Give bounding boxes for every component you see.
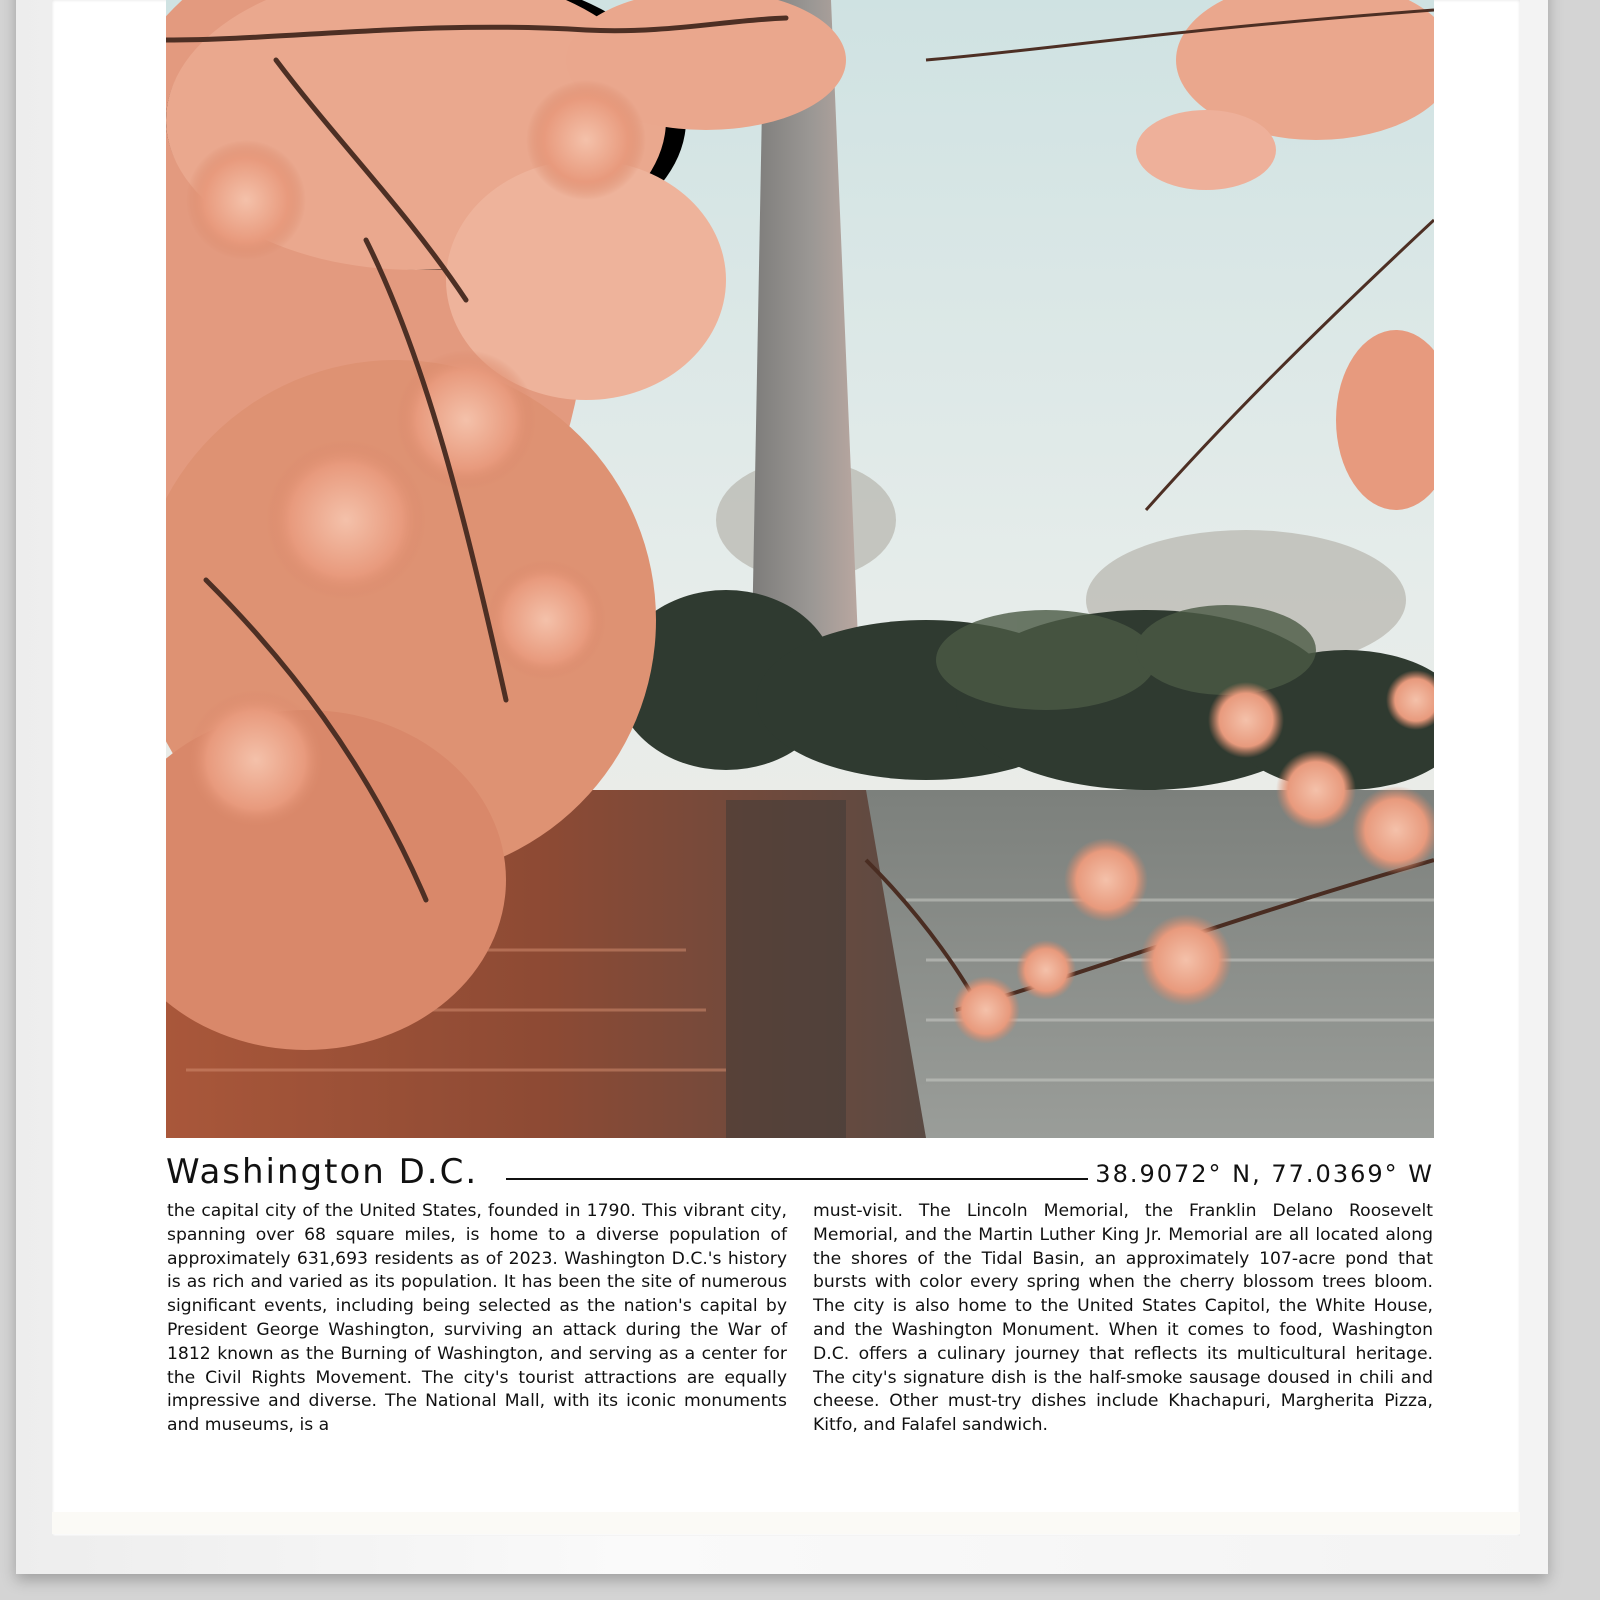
cherry-blossom-photo	[166, 0, 1434, 1138]
poster-title: Washington D.C.	[166, 1152, 479, 1192]
description-column-right: must-visit. The Lincoln Memorial, the Franklin Delano Roosevelt Memorial, and the Martin Luther King Jr. Memorial are all located along the shores of the Tidal Basin, an approximately 107-acre pond that bursts with color every spring when the cherry blossom trees bloom. The city is also home to the United States Capitol, the White House, and the Washington Monument. When it comes to food, Washington D.C. offers a culinary journey that reflects its multicultural heritage. The city's signature dish is the half-smoke sausage doused in chili and cheese. Other must-try dishes include Khachapuri, Margherita Pizza, Kitfo, and Falafel sandwich.	[813, 1201, 1433, 1436]
description-column-left: the capital city of the United States, founded in 1790. This vibrant city, spanning over 68 square miles, is home to a diverse population of approximately 631,693 residents as of 2023. Washington D.C.'s history is as rich and varied as its population. It has been the site of numerous significant events, including being selected as the nation's capital by President George Washington, surviving an attack during the War of 1812 known as the Burning of Washington, and serving as a center for the Civil Rights Movement. The city's tourist attractions are equally impressive and diverse. The National Mall, with its iconic monuments and museums, is a	[167, 1201, 787, 1436]
title-divider	[506, 1178, 1088, 1180]
coordinates-label: 38.9072° N, 77.0369° W	[1095, 1160, 1434, 1188]
paper-edge	[52, 1512, 1520, 1534]
monument-painting	[166, 0, 1434, 1138]
